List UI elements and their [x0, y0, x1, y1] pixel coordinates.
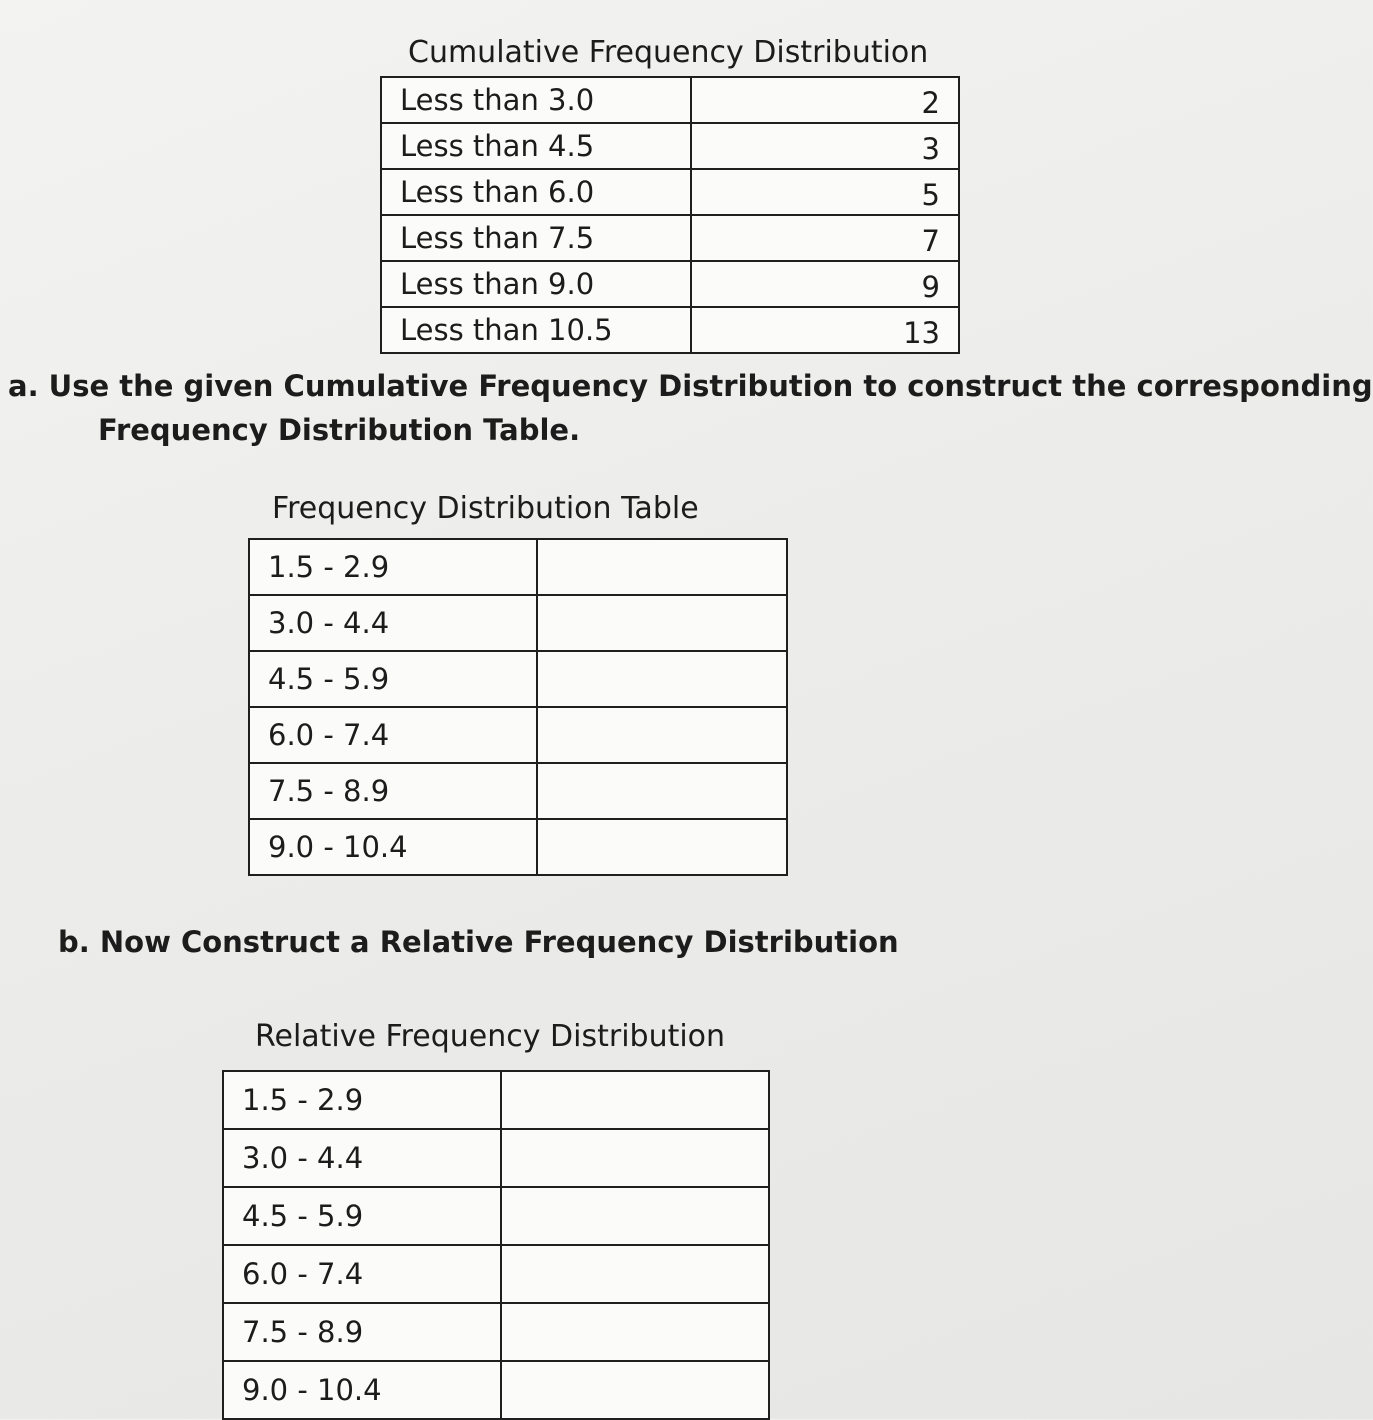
class-interval: 7.5 - 8.9	[223, 1303, 501, 1361]
frequency-answer-cell[interactable]	[537, 707, 787, 763]
class-interval: 6.0 - 7.4	[223, 1245, 501, 1303]
table-row	[249, 819, 787, 875]
table-row	[381, 77, 959, 123]
table-row	[381, 215, 959, 261]
class-interval: 9.0 - 10.4	[249, 819, 537, 875]
cumulative-table-caption: Cumulative Frequency Distribution	[408, 35, 929, 70]
cumulative-frequency-table	[380, 76, 960, 354]
table-row	[223, 1071, 769, 1129]
table-row	[381, 169, 959, 215]
part-b-instruction: b. Now Construct a Relative Frequency Distribution	[58, 925, 899, 959]
class-interval: 4.5 - 5.9	[249, 651, 537, 707]
relative-frequency-answer-cell[interactable]	[501, 1303, 769, 1361]
table-row	[249, 707, 787, 763]
cumulative-count: 7	[691, 215, 959, 261]
table-row	[223, 1245, 769, 1303]
class-interval: 6.0 - 7.4	[249, 707, 537, 763]
class-interval: 9.0 - 10.4	[223, 1361, 501, 1419]
class-interval: 4.5 - 5.9	[223, 1187, 501, 1245]
cumulative-count: 2	[691, 77, 959, 123]
frequency-distribution-table	[248, 538, 788, 876]
table-row	[249, 763, 787, 819]
frequency-table-caption: Frequency Distribution Table	[272, 491, 699, 526]
class-label: Less than 6.0	[381, 169, 691, 215]
relative-frequency-answer-cell[interactable]	[501, 1361, 769, 1419]
class-interval: 3.0 - 4.4	[249, 595, 537, 651]
class-interval: 1.5 - 2.9	[223, 1071, 501, 1129]
frequency-answer-cell[interactable]	[537, 651, 787, 707]
table-row	[223, 1187, 769, 1245]
table-row	[381, 123, 959, 169]
table-row	[249, 595, 787, 651]
class-interval: 7.5 - 8.9	[249, 763, 537, 819]
class-label: Less than 9.0	[381, 261, 691, 307]
class-interval: 1.5 - 2.9	[249, 539, 537, 595]
frequency-answer-cell[interactable]	[537, 819, 787, 875]
relative-frequency-answer-cell[interactable]	[501, 1187, 769, 1245]
part-a-instruction-continued: Frequency Distribution Table.	[98, 413, 581, 447]
relative-table-caption: Relative Frequency Distribution	[255, 1019, 726, 1054]
table-row	[223, 1361, 769, 1419]
cumulative-count: 5	[691, 169, 959, 215]
table-row	[223, 1303, 769, 1361]
class-label: Less than 10.5	[381, 307, 691, 353]
class-label: Less than 7.5	[381, 215, 691, 261]
part-a-instruction: a. Use the given Cumulative Frequency Distribution to construct the corresponding	[8, 369, 1373, 403]
class-interval: 3.0 - 4.4	[223, 1129, 501, 1187]
relative-frequency-answer-cell[interactable]	[501, 1245, 769, 1303]
class-label: Less than 4.5	[381, 123, 691, 169]
cumulative-count: 3	[691, 123, 959, 169]
relative-frequency-table	[222, 1070, 770, 1420]
class-label: Less than 3.0	[381, 77, 691, 123]
frequency-answer-cell[interactable]	[537, 763, 787, 819]
table-row	[381, 261, 959, 307]
frequency-answer-cell[interactable]	[537, 595, 787, 651]
table-row	[223, 1129, 769, 1187]
table-row	[381, 307, 959, 353]
relative-frequency-answer-cell[interactable]	[501, 1071, 769, 1129]
relative-frequency-answer-cell[interactable]	[501, 1129, 769, 1187]
frequency-answer-cell[interactable]	[537, 539, 787, 595]
table-row	[249, 651, 787, 707]
table-row	[249, 539, 787, 595]
cumulative-count: 13	[691, 307, 959, 353]
cumulative-count: 9	[691, 261, 959, 307]
